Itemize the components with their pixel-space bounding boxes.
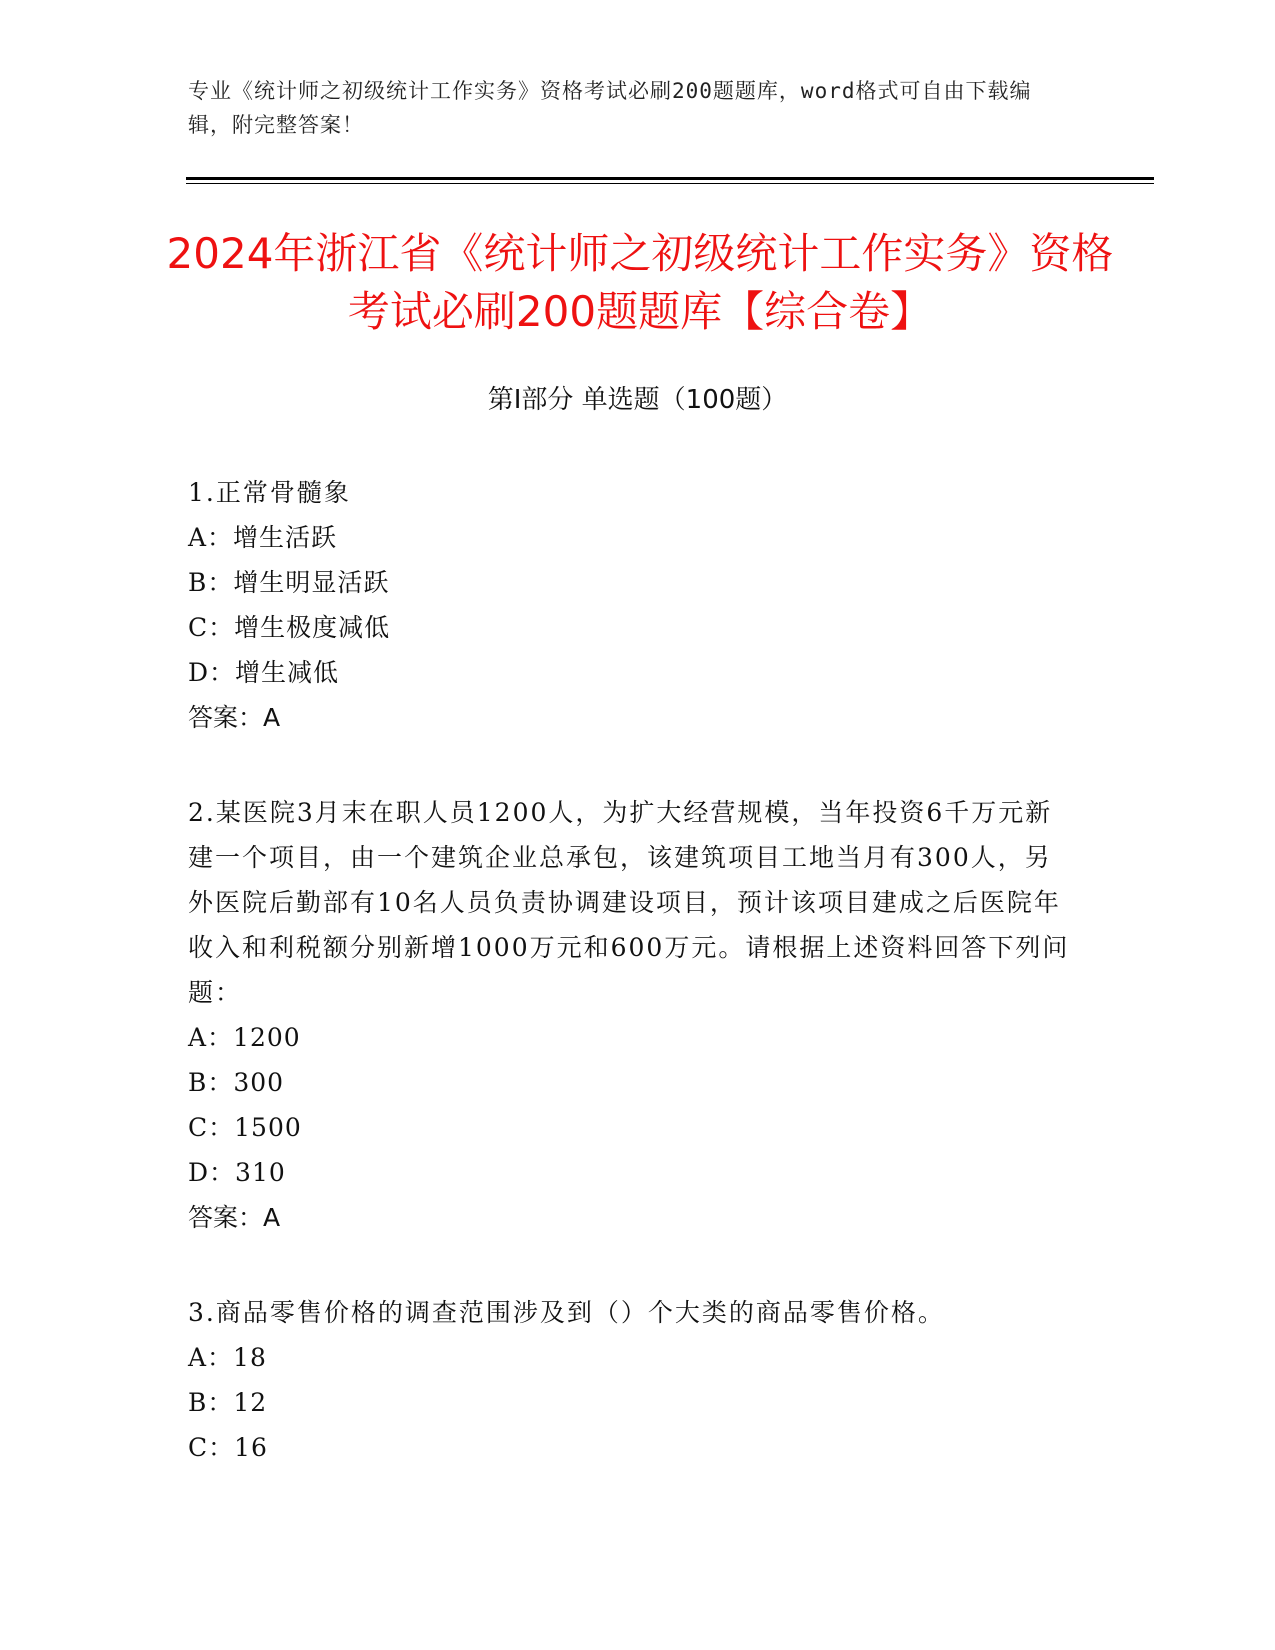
option-d: D：增生减低 — [188, 658, 340, 687]
answer: 答案：A — [188, 1203, 281, 1232]
option-c: C：16 — [188, 1433, 268, 1462]
option-c: C：1500 — [188, 1113, 302, 1142]
option-a: A：1200 — [188, 1023, 301, 1052]
header-rule-thin — [186, 183, 1154, 184]
option-a: A：增生活跃 — [188, 523, 338, 552]
question-stem: 2.某医院3月末在职人员1200人，为扩大经营规模，当年投资6千万元新建一个项目，由一个建筑企业总承包，该建筑项目工地当月有300人，另外医院后勤部有10名人员负责协调建设项目，预计该项目建成之后医院年收入和利税额分别新增1000万元和600万元。请根据上述资料回答下列问题： — [188, 798, 1070, 1007]
answer: 答案：A — [188, 703, 281, 732]
question-2 — [188, 790, 1078, 1240]
question-1 — [188, 470, 1078, 740]
question-stem: 3.商品零售价格的调查范围涉及到（）个大类的商品零售价格。 — [188, 1298, 945, 1327]
option-b: B：300 — [188, 1068, 285, 1097]
option-b: B：12 — [188, 1388, 268, 1417]
option-a: A：18 — [188, 1343, 267, 1372]
document-title: 2024年浙江省《统计师之初级统计工作实务》资格考试必刷200题题库【综合卷】 — [166, 229, 1114, 336]
option-d: D：310 — [188, 1158, 286, 1187]
question-stem: 1.正常骨髓象 — [188, 478, 351, 507]
section-heading: 第I部分 单选题（100题） — [487, 385, 788, 415]
option-b: B：增生明显活跃 — [188, 568, 390, 597]
option-c: C：增生极度减低 — [188, 613, 391, 642]
question-3 — [188, 1290, 1078, 1470]
header-note: 专业《统计师之初级统计工作实务》资格考试必刷200题题库，word格式可自由下载编辑，附完整答案！ — [188, 79, 1032, 137]
header-rule-thick — [186, 177, 1154, 180]
